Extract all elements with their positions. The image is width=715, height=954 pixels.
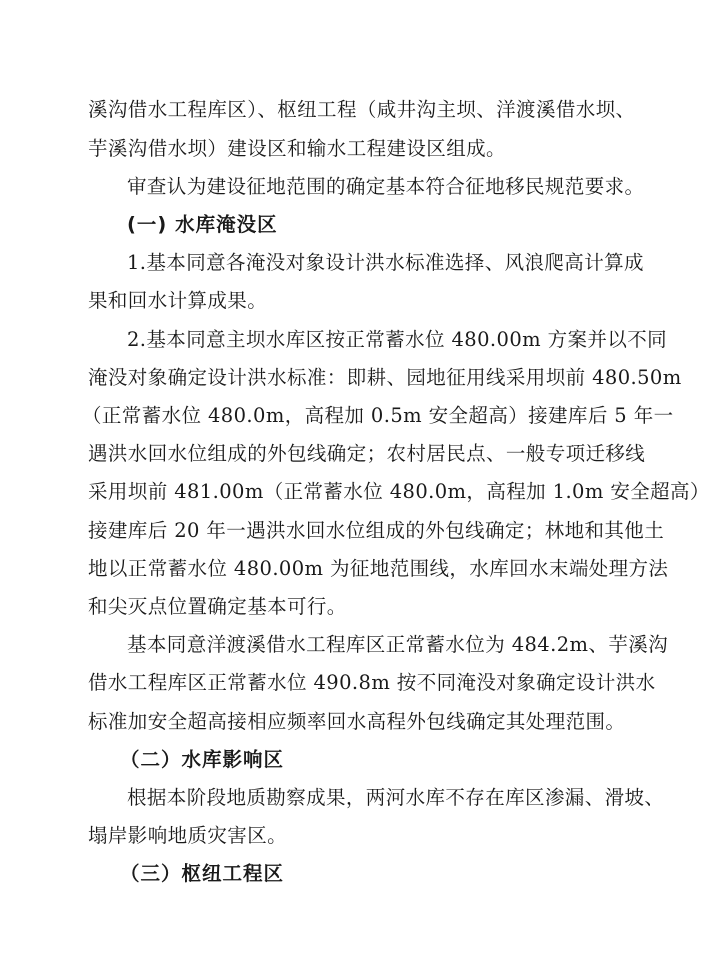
paragraph-line: 借水工程库区正常蓄水位 490.8m 按不同淹没对象确定设计洪水	[88, 671, 656, 694]
paragraph-line: 溪沟借水工程库区）、枢纽工程（咸井沟主坝、洋渡溪借水坝、	[88, 98, 636, 121]
paragraph-line: 接建库后 20 年一遇洪水回水位组成的外包线确定；林地和其他土	[88, 519, 665, 542]
paragraph-line: 根据本阶段地质勘察成果，两河水库不存在库区渗漏、滑坡、	[127, 786, 665, 809]
paragraph-line: 地以正常蓄水位 480.00m 为征地范围线，水库回水末端处理方法	[88, 557, 669, 580]
paragraph-line: 基本同意洋渡溪借水工程库区正常蓄水位为 484.2m、芋溪沟	[127, 633, 669, 656]
paragraph-line: 果和回水计算成果。	[88, 289, 268, 312]
paragraph-line: 和尖灭点位置确定基本可行。	[88, 595, 347, 618]
section-heading: （三）枢纽工程区	[120, 862, 285, 885]
paragraph-line: 标准加安全超高接相应频率回水高程外包线确定其处理范围。	[88, 710, 626, 733]
paragraph-line: 芋溪沟借水坝）建设区和输水工程建设区组成。	[88, 137, 506, 160]
paragraph-line: 采用坝前 481.00m（正常蓄水位 480.0m，高程加 1.0m 安全超高）	[88, 480, 710, 503]
paragraph-line: 审查认为建设征地范围的确定基本符合征地移民规范要求。	[127, 175, 645, 198]
paragraph-line: 1.基本同意各淹没对象设计洪水标准选择、风浪爬高计算成	[127, 251, 644, 274]
section-heading: (一) 水库淹没区	[127, 213, 278, 236]
section-heading: （二）水库影响区	[120, 748, 285, 771]
paragraph-line: 塌岸影响地质灾害区。	[88, 824, 288, 847]
paragraph-line: 淹没对象确定设计洪水标准：即耕、园地征用线采用坝前 480.50m	[88, 366, 682, 389]
paragraph-line: 2.基本同意主坝水库区按正常蓄水位 480.00m 方案并以不同	[127, 328, 668, 351]
paragraph-line: 遇洪水回水位组成的外包线确定；农村居民点、一般专项迁移线	[88, 442, 646, 465]
paragraph-line: （正常蓄水位 480.0m，高程加 0.5m 安全超高）接建库后 5 年一	[82, 404, 674, 427]
